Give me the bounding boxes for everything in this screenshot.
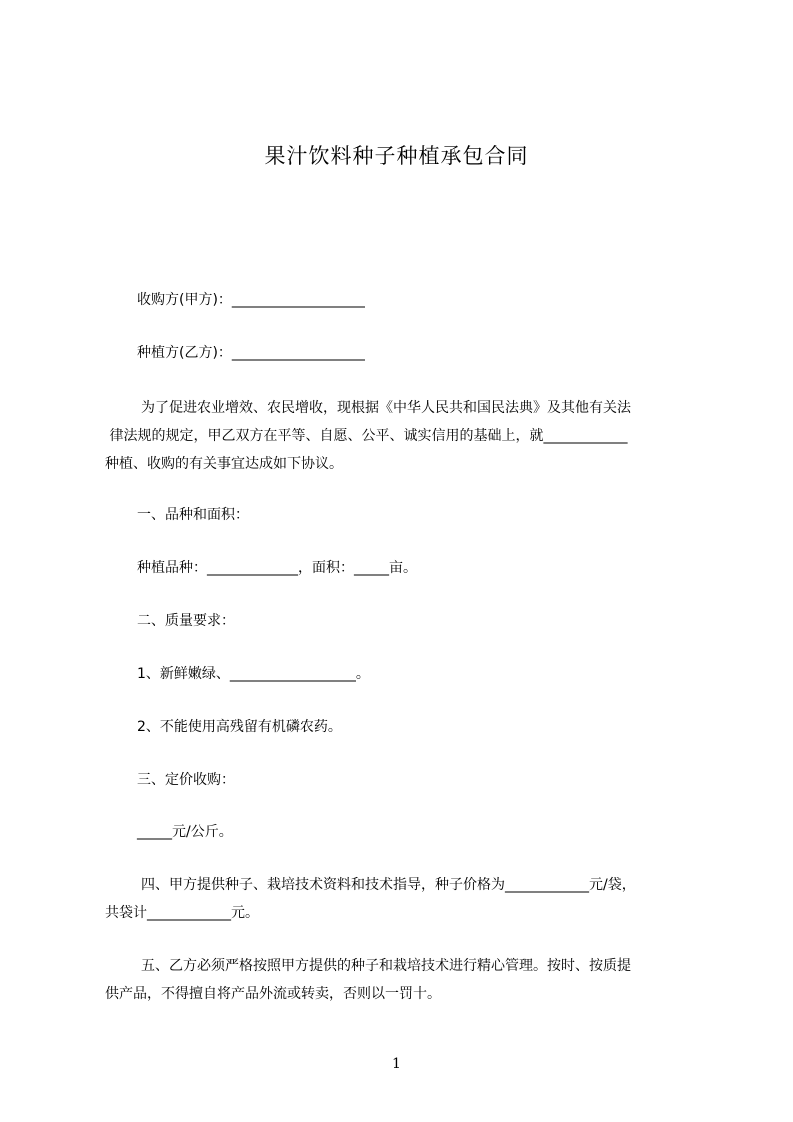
page-number: 1	[392, 1056, 401, 1072]
section-4-line-1: 四、甲方提供种子、栽培技术资料和技术指导，种子价格为____________元/袋，	[141, 877, 636, 893]
document-title: 果汁饮料种子种植承包合同	[264, 144, 529, 168]
quality-item-1: 1、新鲜嫩绿、__________________。	[137, 666, 370, 682]
variety-area-line: 种植品种：_____________，面积：_____亩。	[137, 560, 417, 576]
section-4-line-2: 共袋计____________元。	[105, 905, 259, 921]
price-line: _____元/公斤。	[137, 824, 233, 840]
section-5-line-1: 五、乙方必须严格按照甲方提供的种子和栽培技术进行精心管理。按时、按质提	[141, 958, 631, 974]
section-1-heading: 一、品种和面积：	[137, 507, 249, 523]
section-2-heading: 二、质量要求：	[137, 613, 235, 629]
preamble-line-1: 为了促进农业增效、农民增收，现根据《中华人民共和国民法典》及其他有关法	[141, 400, 631, 416]
preamble-line-2: 律法规的规定，甲乙双方在平等、自愿、公平、诚实信用的基础上，就____________	[105, 428, 628, 444]
section-3-heading: 三、定价收购：	[137, 772, 235, 788]
grower-party-line: 种植方(乙方)：___________________	[137, 345, 365, 361]
buyer-party-line: 收购方(甲方)：___________________	[137, 292, 365, 308]
section-5-line-2: 供产品，不得擅自将产品外流或转卖，否则以一罚十。	[105, 986, 441, 1002]
quality-item-2: 2、不能使用高残留有机磷农药。	[137, 719, 342, 735]
preamble-line-3: 种植、收购的有关事宜达成如下协议。	[105, 456, 343, 472]
